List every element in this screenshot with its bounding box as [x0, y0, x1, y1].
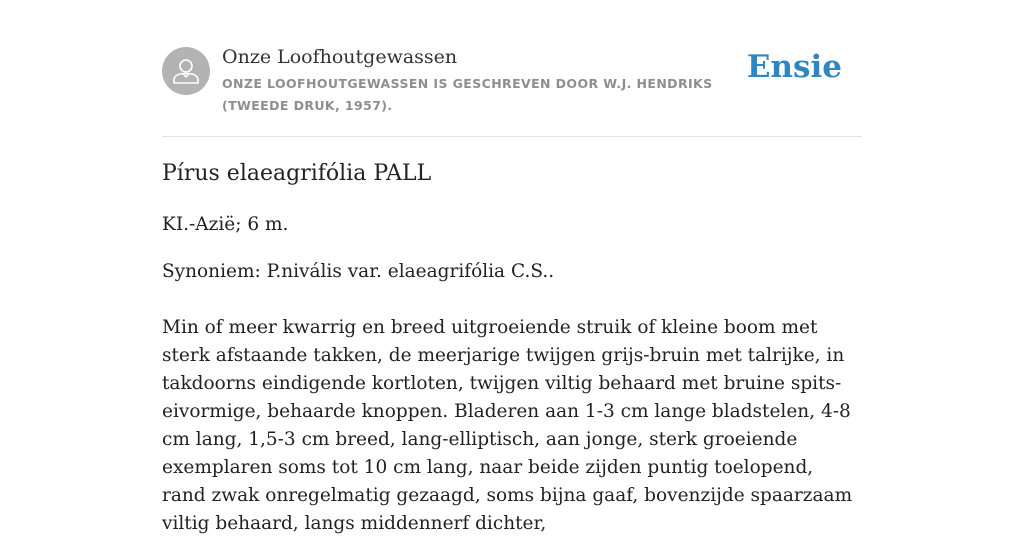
entry-synonyms: Synoniem: P.nivális var. elaeagrifólia C.S.. [162, 261, 555, 282]
brand-logo[interactable]: Ensie [746, 49, 842, 85]
entry-title: Pírus elaeagrifólia PALL [162, 161, 432, 186]
entry-region: KI.-Azië; 6 m. [162, 214, 289, 235]
entry-description: Min of meer kwarrig en breed uitgroeiende struik of kleine boom met sterk afstaande takken, de meerjarige twijgen grijs-bruin met talrijke, in takdoorns eindigende kortloten, twijgen viltig behaard met bruine spits-eivormige, behaarde knoppen. Bladeren aan 1-3 cm lange bladstelen, 4-8 cm lang, 1,5-3 cm breed, lang-elliptisch, aan jonge, sterk groeiende exemplaren soms tot 10 cm lang, naar beide zijden puntig toelopend, rand zwak onregelmatig gezaagd, soms bijna gaaf, bovenzijde spaarzaam viltig behaard, langs middennerf dichter, [162, 317, 853, 534]
source-header [162, 46, 862, 137]
avatar[interactable] [162, 47, 210, 95]
user-icon [162, 47, 210, 95]
entry-content [162, 158, 862, 538]
source-title[interactable]: Onze Loofhoutgewassen [222, 46, 458, 68]
source-description: ONZE LOOFHOUTGEWASSEN IS GESCHREVEN DOOR W.J. HENDRIKS (TWEEDE DRUK, 1957). [222, 76, 713, 113]
